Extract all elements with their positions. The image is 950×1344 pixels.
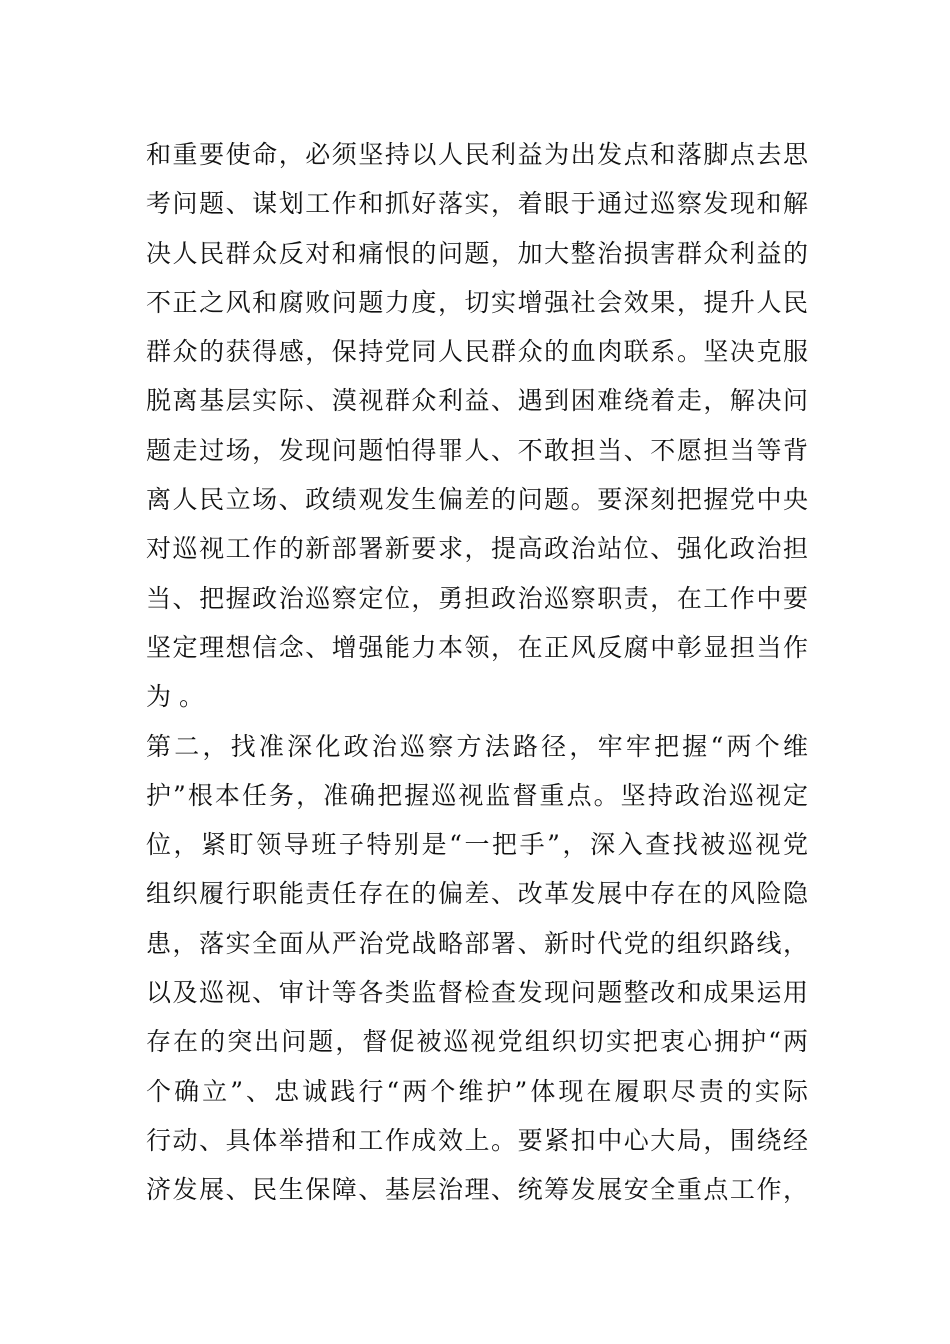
text-line: 题走过场，发现问题怕得罪人、不敢担当、不愿担当等背 [146,435,808,465]
text-line: 脱离基层实际、漠视群众利益、遇到困难绕着走，解决问 [146,386,808,416]
text-line: 个确立”、忠诚践行“两个维护”体现在履职尽责的实际 [146,1076,808,1106]
document-body [146,130,808,1215]
text-line: 患，落实全面从严治党战略部署、新时代党的组织路线， [146,928,808,958]
text-line: 离人民立场、政绩观发生偏差的问题。要深刻把握党中央 [146,485,808,515]
text-line: 考问题、谋划工作和抓好落实，着眼于通过巡察发现和解 [146,189,808,219]
text-line: 群众的获得感，保持党同人民群众的血肉联系。坚决克服 [146,337,808,367]
text-line: 和重要使命，必须坚持以人民利益为出发点和落脚点去思 [146,140,808,169]
text-line: 存在的突出问题，督促被巡视党组织切实把衷心拥护“两 [146,1027,808,1057]
text-line-paragraph-end: 为。 [146,682,213,712]
text-line: 对巡视工作的新部署新要求，提高政治站位、强化政治担 [146,534,808,564]
text-line: 以及巡视、审计等各类监督检查发现问题整改和成果运用 [146,978,808,1008]
text-line: 不正之风和腐败问题力度，切实增强社会效果，提升人民 [146,287,808,317]
text-line: 位，紧盯领导班子特别是“一把手”，深入查找被巡视党 [146,830,808,860]
text-line: 当、把握政治巡察定位，勇担政治巡察职责，在工作中要 [146,583,808,613]
text-line: 护”根本任务，准确把握巡视监督重点。坚持政治巡视定 [146,780,808,810]
text-line: 组织履行职能责任存在的偏差、改革发展中存在的风险隐 [146,879,808,909]
text-line: 坚定理想信念、增强能力本领，在正风反腐中彰显担当作 [146,632,808,662]
text-line-paragraph-start: 第二，找准深化政治巡察方法路径，牢牢把握“两个维 [146,731,808,761]
text-line: 济发展、民生保障、基层治理、统筹发展安全重点工作， [146,1175,808,1205]
text-line: 行动、具体举措和工作成效上。要紧扣中心大局，围绕经 [146,1125,808,1155]
text-line: 决人民群众反对和痛恨的问题，加大整治损害群众利益的 [146,238,808,268]
